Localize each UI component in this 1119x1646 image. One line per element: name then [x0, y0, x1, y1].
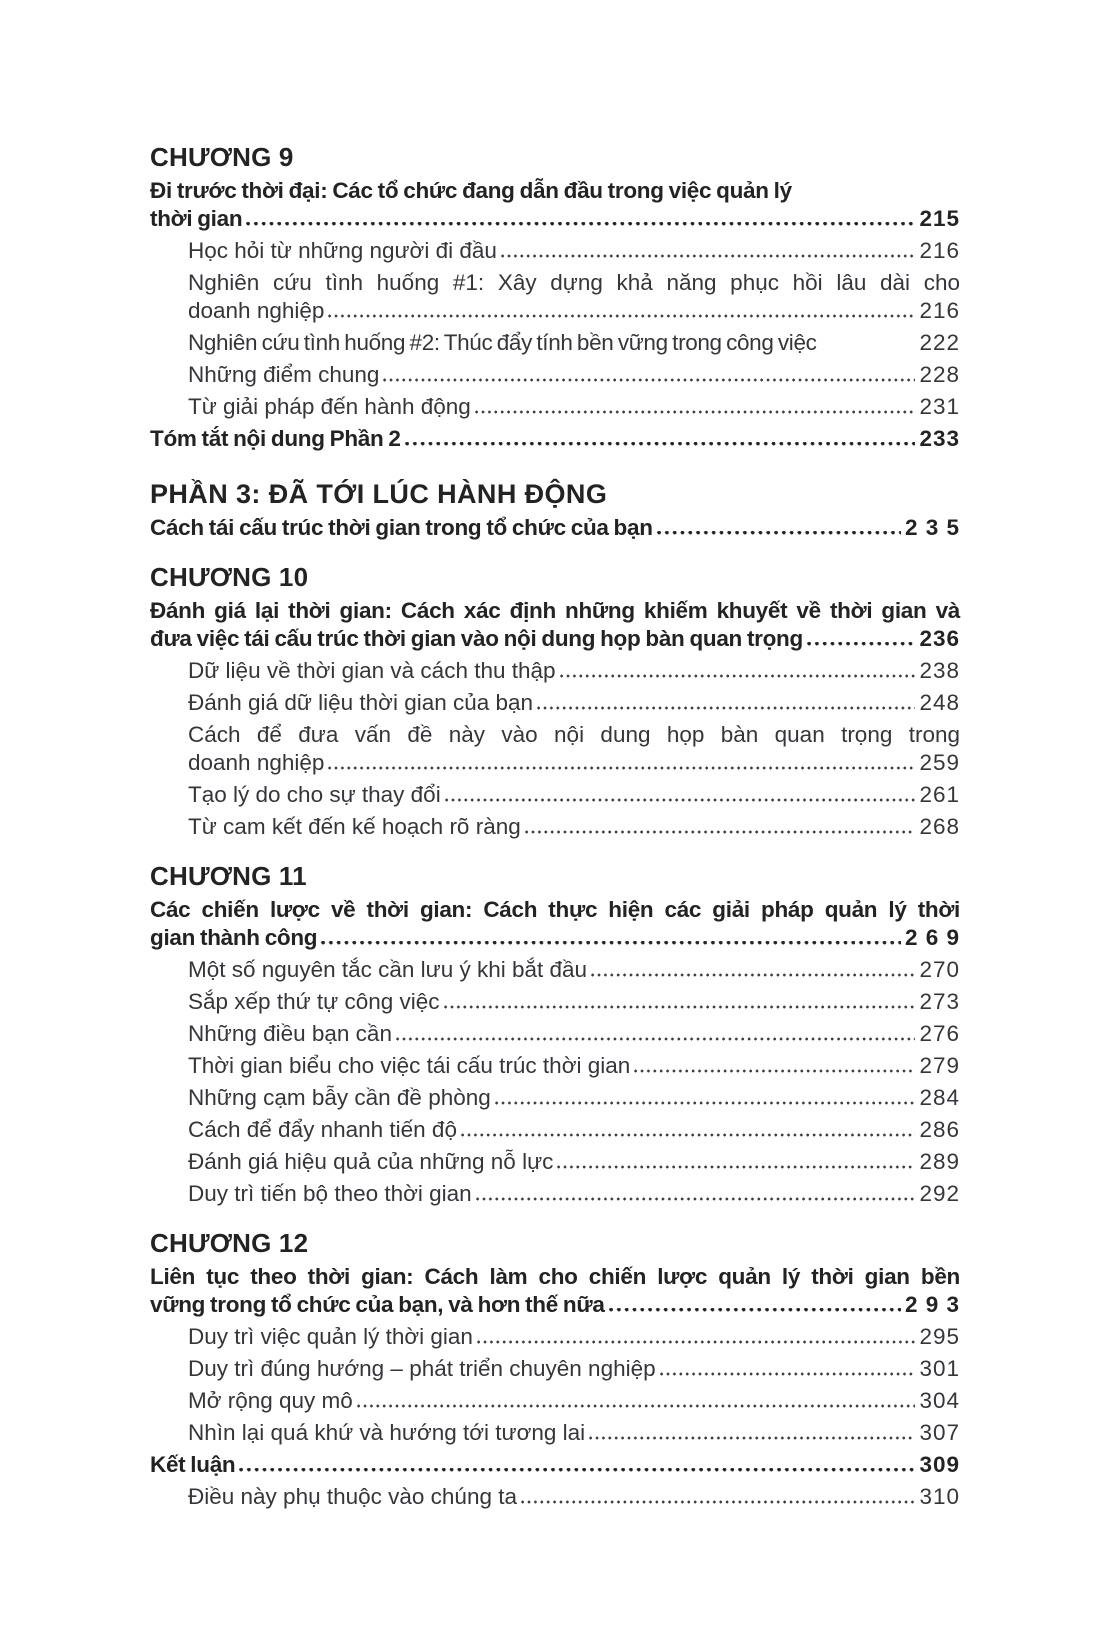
toc-entry-line: [150, 1419, 960, 1447]
toc-entry-line: [150, 1084, 960, 1112]
entry-label: Nghiên cứu tình huống #1: Xây dựng khả năng phục hồi lâu dài cho: [188, 270, 960, 295]
toc-entry: [150, 1483, 960, 1511]
toc-entry-line: [150, 237, 960, 265]
page-number: 301: [919, 1356, 960, 1381]
toc-entry: [150, 657, 960, 685]
entry-label: doanh nghiệp: [188, 298, 325, 323]
page-number: 216: [919, 238, 960, 263]
toc-entry-line: [150, 924, 960, 952]
toc-entry-line: [150, 1116, 960, 1144]
page-number: 228: [919, 362, 960, 387]
toc-entry-line: [150, 625, 960, 653]
toc-entry: [150, 177, 960, 233]
toc-entry: [150, 329, 960, 357]
page-number: 231: [919, 394, 960, 419]
page-number: 259: [919, 750, 960, 775]
entry-label: Thời gian biểu cho việc tái cấu trúc thời gian: [188, 1053, 631, 1078]
entry-label: Những điều bạn cần: [188, 1021, 392, 1046]
page-number: 2 9 3: [904, 1292, 960, 1317]
toc-entry: [150, 1263, 960, 1319]
entry-label: Nghiên cứu tình huống #2: Thúc đẩy tính bền vững trong công việc: [188, 330, 817, 355]
entry-label: Điều này phụ thuộc vào chúng ta: [188, 1484, 517, 1509]
entry-label: Những cạm bẫy cần đề phòng: [188, 1085, 491, 1110]
entry-label: Nhìn lại quá khứ và hướng tới tương lai: [188, 1420, 586, 1445]
toc-entry-line: [150, 1323, 960, 1351]
entry-label: Sắp xếp thứ tự công việc: [188, 989, 440, 1014]
toc-entry: [150, 597, 960, 653]
toc-entry: [150, 1084, 960, 1112]
entry-label: thời gian: [150, 206, 243, 231]
chapter-heading: CHƯƠNG 11: [150, 861, 307, 891]
page-number: 215: [919, 206, 960, 231]
toc-section: [150, 1226, 960, 1447]
toc-content: [150, 140, 960, 1511]
entry-label: Các chiến lược về thời gian: Cách thực hiện các giải pháp quản lý thời: [150, 897, 960, 922]
page-number: 286: [919, 1117, 960, 1142]
toc-section: [150, 140, 960, 453]
entry-label: Tóm tắt nội dung Phần 2: [150, 426, 401, 451]
entry-label: Đánh giá dữ liệu thời gian của bạn: [188, 690, 534, 715]
toc-entry: [150, 425, 960, 453]
chapter-heading: CHƯƠNG 10: [150, 562, 309, 592]
toc-entry-line: [150, 749, 960, 777]
toc-entry: [150, 721, 960, 777]
page-number: 268: [919, 814, 960, 839]
toc-entry-line: [150, 205, 960, 233]
entry-label: Một số nguyên tắc cần lưu ý khi bắt đầu: [188, 957, 588, 982]
toc-entry: [150, 1323, 960, 1351]
entry-label: Học hỏi từ những người đi đầu: [188, 238, 497, 263]
page-number: 236: [919, 626, 960, 651]
toc-entry: [150, 237, 960, 265]
toc-entry-line: [150, 177, 960, 205]
page-number: 279: [919, 1053, 960, 1078]
entry-label: Cách tái cấu trúc thời gian trong tổ chức của bạn: [150, 515, 653, 540]
toc-entry-line: [150, 361, 960, 389]
page-number: 307: [919, 1420, 960, 1445]
toc-entry: [150, 813, 960, 841]
toc-entry: [150, 361, 960, 389]
entry-label: Từ giải pháp đến hành động: [188, 394, 471, 419]
part-heading: PHẦN 3: ĐÃ TỚI LÚC HÀNH ĐỘNG: [150, 479, 608, 509]
entry-label: Đánh giá hiệu quả của những nỗ lực: [188, 1149, 554, 1174]
toc-entry: [150, 269, 960, 325]
entry-label: Đi trước thời đại: Các tổ chức đang dẫn đầu trong việc quản lý: [150, 178, 792, 203]
entry-label: Duy trì tiến bộ theo thời gian: [188, 1181, 472, 1206]
page-number: 233: [919, 426, 960, 451]
toc-entry: [150, 781, 960, 809]
toc-entry-line: [150, 393, 960, 421]
toc-entry: [150, 1052, 960, 1080]
page-number: 304: [919, 1388, 960, 1413]
entry-label: đưa việc tái cấu trúc thời gian vào nội dung họp bàn quan trọng: [150, 626, 803, 651]
toc-entry: [150, 988, 960, 1016]
toc-section: [150, 477, 960, 542]
page-number: 261: [919, 782, 960, 807]
toc-entry: [150, 1116, 960, 1144]
toc-entry-line: [150, 1148, 960, 1176]
toc-entry: [150, 1451, 960, 1479]
toc-entry-line: [150, 1483, 960, 1511]
toc-entry-line: [150, 1020, 960, 1048]
toc-entry-line: [150, 1180, 960, 1208]
toc-entry: [150, 896, 960, 952]
toc-entry-line: [150, 988, 960, 1016]
toc-entry: [150, 689, 960, 717]
toc-entry: [150, 393, 960, 421]
toc-entry: [150, 1355, 960, 1383]
entry-label: Những điểm chung: [188, 362, 380, 387]
toc-entry-line: [150, 721, 960, 749]
toc-section: [150, 859, 960, 1208]
page-number: 238: [919, 658, 960, 683]
toc-entry-line: [150, 329, 960, 357]
entry-label: Từ cam kết đến kế hoạch rõ ràng: [188, 814, 521, 839]
page-number: 2 6 9: [904, 925, 960, 950]
page-number: 289: [919, 1149, 960, 1174]
entry-label: Đánh giá lại thời gian: Cách xác định những khiếm khuyết về thời gian và: [150, 598, 960, 623]
toc-entry-line: [150, 269, 960, 297]
page-number: 216: [919, 298, 960, 323]
toc-entry-line: [150, 781, 960, 809]
toc-entry: [150, 514, 960, 542]
toc-entry-line: [150, 896, 960, 924]
page-number: 248: [919, 690, 960, 715]
entry-label: Liên tục theo thời gian: Cách làm cho chiến lược quản lý thời gian bền: [150, 1264, 960, 1289]
page-number: 292: [919, 1181, 960, 1206]
page-number: 273: [919, 989, 960, 1014]
toc-entry: [150, 1020, 960, 1048]
toc-entry-line: [150, 1387, 960, 1415]
entry-label: Cách để đẩy nhanh tiến độ: [188, 1117, 457, 1142]
toc-entry: [150, 1148, 960, 1176]
toc-entry-line: [150, 1451, 960, 1479]
entry-label: Dữ liệu về thời gian và cách thu thập: [188, 658, 556, 683]
toc-entry-line: [150, 1052, 960, 1080]
toc-entry-line: [150, 297, 960, 325]
entry-label: doanh nghiệp: [188, 750, 325, 775]
entry-label: Cách để đưa vấn đề này vào nội dung họp bàn quan trọng trong: [188, 722, 960, 747]
page-number: 276: [919, 1021, 960, 1046]
toc-entry-line: [150, 1291, 960, 1319]
toc-entry-line: [150, 1355, 960, 1383]
toc-entry-line: [150, 514, 960, 542]
page-number: 284: [919, 1085, 960, 1110]
page-number: 222: [919, 330, 960, 355]
entry-label: Duy trì đúng hướng – phát triển chuyên nghiệp: [188, 1356, 656, 1381]
entry-label: vững trong tổ chức của bạn, và hơn thế nữa: [150, 1292, 605, 1317]
entry-label: Duy trì việc quản lý thời gian: [188, 1324, 473, 1349]
chapter-heading: CHƯƠNG 12: [150, 1228, 309, 1258]
toc-entry-line: [150, 956, 960, 984]
toc-section: [150, 560, 960, 841]
page-number: 270: [919, 957, 960, 982]
entry-label: Mở rộng quy mô: [188, 1388, 353, 1413]
toc-entry: [150, 956, 960, 984]
toc-entry: [150, 1180, 960, 1208]
toc-entry-line: [150, 597, 960, 625]
entry-label: Kết luận: [150, 1452, 236, 1477]
page-number: 295: [919, 1324, 960, 1349]
entry-label: Tạo lý do cho sự thay đổi: [188, 782, 441, 807]
toc-entry: [150, 1387, 960, 1415]
page-number: 310: [919, 1484, 960, 1509]
page-number: 309: [919, 1452, 960, 1477]
entry-label: gian thành công: [150, 925, 318, 950]
toc-entry-line: [150, 425, 960, 453]
toc-section: [150, 1451, 960, 1511]
page-number: 2 3 5: [904, 515, 960, 540]
toc-entry: [150, 1419, 960, 1447]
toc-entry-line: [150, 813, 960, 841]
toc-entry-line: [150, 689, 960, 717]
chapter-heading: CHƯƠNG 9: [150, 142, 294, 172]
toc-entry-line: [150, 657, 960, 685]
toc-entry-line: [150, 1263, 960, 1291]
